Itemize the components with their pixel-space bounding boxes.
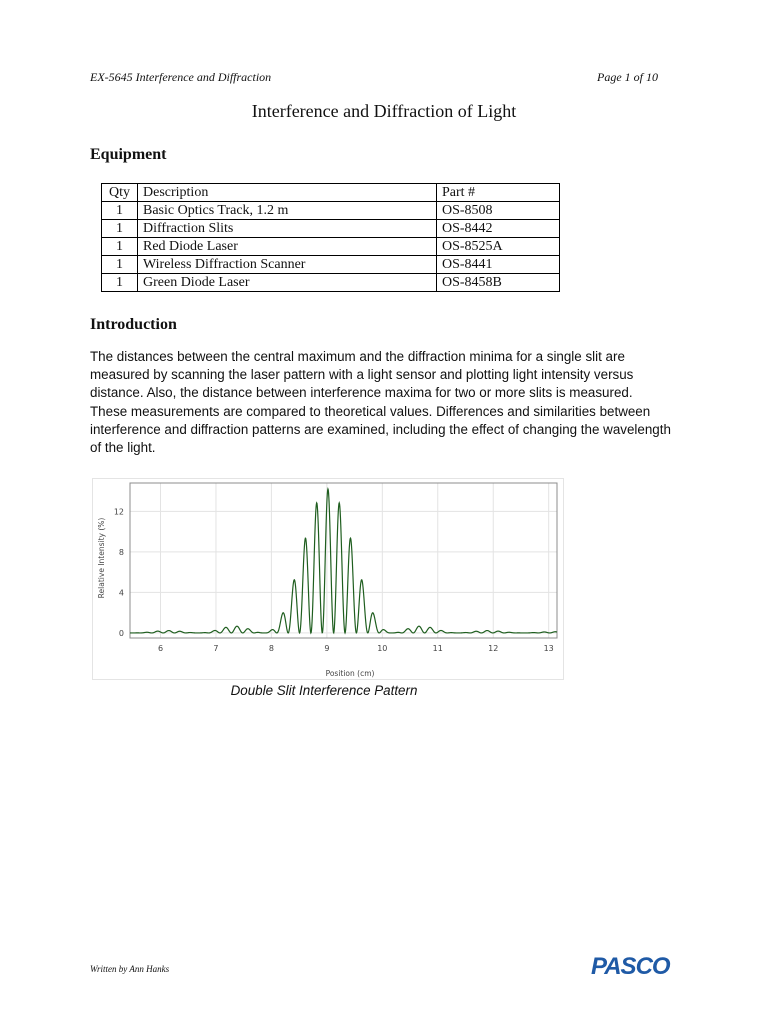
introduction-heading: Introduction — [90, 316, 177, 333]
header-page-number: Page 1 of 10 — [597, 70, 658, 84]
y-tick-label: 4 — [118, 588, 124, 598]
cell-description: Basic Optics Track, 1.2 m — [138, 202, 437, 220]
cell-description: Wireless Diffraction Scanner — [138, 256, 437, 274]
table-row — [102, 238, 560, 256]
introduction-paragraph: The distances between the central maximum and the diffraction minima for a single slit are measured by scanning the laser pattern with a light sensor and plotting light intensity versus distance. Also, the distance between interference maxima for two or more slits is measured. These measurements are compared to theoretical values. Differences and similarities between interference and diffraction patterns are examined, including the effect of changing the wavelength of the light. — [90, 349, 671, 456]
cell-part-number: OS-8441 — [437, 256, 560, 274]
x-tick-label: 12 — [488, 644, 499, 653]
cell-qty: 1 — [102, 274, 138, 292]
cell-description: Red Diode Laser — [138, 238, 437, 256]
cell-part-number: OS-8525A — [437, 238, 560, 256]
x-tick-label: 8 — [268, 644, 274, 653]
x-tick-label: 11 — [432, 644, 443, 653]
intensity-chart — [92, 478, 564, 680]
table-row — [102, 220, 560, 238]
column-header-description: Description — [138, 184, 437, 202]
cell-description: Diffraction Slits — [138, 220, 437, 238]
y-tick-label: 8 — [118, 547, 124, 557]
figure-caption: Double Slit Interference Pattern — [230, 683, 418, 698]
y-tick-label: 12 — [113, 507, 124, 517]
cell-qty: 1 — [102, 220, 138, 238]
footer-author: Written by Ann Hanks — [90, 964, 170, 974]
cell-part-number: OS-8442 — [437, 220, 560, 238]
y-axis-label: Relative Intensity (%) — [97, 517, 106, 599]
table-row — [102, 274, 560, 292]
y-tick-label: 0 — [118, 628, 124, 638]
pasco-logo-text: PASCO — [591, 953, 670, 978]
document-title: Interference and Diffraction of Light — [251, 101, 517, 121]
x-tick-label: 6 — [157, 644, 164, 653]
x-tick-label: 7 — [213, 644, 219, 653]
equipment-heading: Equipment — [90, 146, 167, 163]
pasco-logo — [589, 952, 679, 978]
cell-part-number: OS-8458B — [437, 274, 560, 292]
cell-description: Green Diode Laser — [138, 274, 437, 292]
table-header-row — [102, 184, 560, 202]
header-doc-id: EX-5645 Interference and Diffraction — [90, 70, 272, 84]
x-tick-label: 13 — [543, 644, 554, 653]
cell-part-number: OS-8508 — [437, 202, 560, 220]
table-row — [102, 202, 560, 220]
x-tick-label: 9 — [324, 644, 330, 653]
cell-qty: 1 — [102, 238, 138, 256]
x-tick-label: 10 — [377, 644, 388, 653]
column-header-part: Part # — [437, 184, 560, 202]
x-axis-label: Position (cm) — [325, 669, 375, 678]
cell-qty: 1 — [102, 202, 138, 220]
table-row — [102, 256, 560, 274]
column-header-qty: Qty — [102, 184, 138, 202]
cell-qty: 1 — [102, 256, 138, 274]
equipment-table — [101, 183, 560, 292]
running-header — [90, 70, 660, 86]
